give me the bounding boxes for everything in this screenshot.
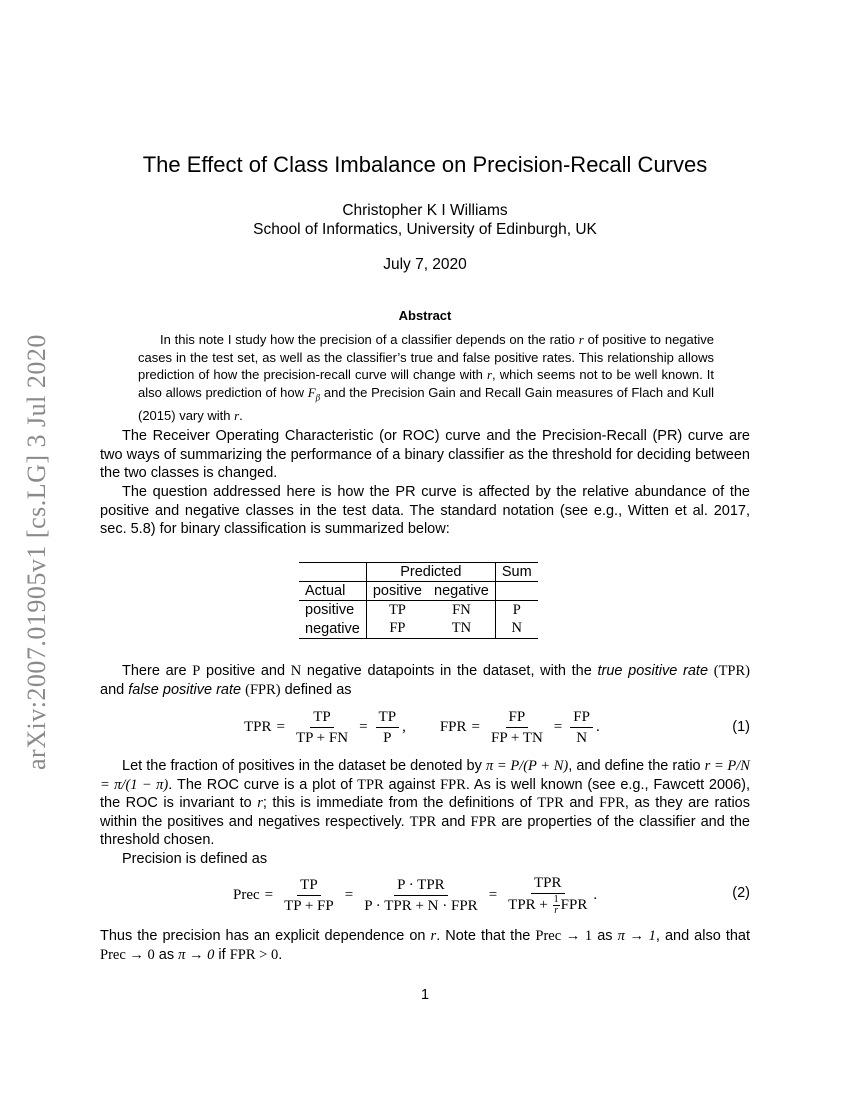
equation-1-number: (1) <box>732 719 750 735</box>
intro-paragraph-2: The question addressed here is how the PR curve is affected by the relative abundance of the positive and negative classes in the test data. The standard notation (see e.g., Witten et al. 2017, sec. 5.8) for binary classification is summarized below: <box>100 484 750 538</box>
table-row-negative: negative <box>299 620 366 639</box>
abstract-heading: Abstract <box>398 308 452 323</box>
arxiv-identifier-stamp: arXiv:2007.01905v1 [cs.LG] 3 Jul 2020 <box>22 334 51 770</box>
equation-1: TPR = $\frac{TP}{TP + FN}$ = $\frac{TP}{P}$ , FPR = $\frac{FP}{FP + TN}$ = $\frac{FP}{N}$ . (1) <box>244 709 750 746</box>
table-col-positive: positive <box>366 582 428 601</box>
table-cell-fp: FP <box>366 620 428 639</box>
table-cell-p: P <box>495 601 537 620</box>
table-col-negative: negative <box>428 582 495 601</box>
paper-date: July 7, 2020 <box>383 256 467 273</box>
table-cell-fn: FN <box>428 601 495 620</box>
table-header-predicted: Predicted <box>366 563 495 582</box>
table-row-positive: positive <box>299 601 366 620</box>
table-cell-tn: TN <box>428 620 495 639</box>
intro-paragraph-1: The Receiver Operating Characteristic (or ROC) curve and the Precision-Recall (PR) curve are two ways of summarizing the performance of a binary classifier as the threshold for deciding between the two classes is changed. <box>100 428 750 482</box>
table-header-actual: Actual <box>299 582 366 601</box>
paper-title: The Effect of Class Imbalance on Precision-Recall Curves <box>142 152 708 177</box>
table-cell-tp: TP <box>366 601 428 620</box>
page-number: 1 <box>420 987 430 1003</box>
precision-dependence-paragraph: Thus the precision has an explicit dependence on r. Note that the Prec → 1 as π → 1, and also that Prec → 0 as π → 0 if FPR > 0. <box>100 928 751 963</box>
table-header-sum: Sum <box>495 563 537 582</box>
abstract-text: In this note I study how the precision of a classifier depends on the ratio r of positive to negative cases in the test set, as well as the classifier’s true and false positive rates. This relationship allows prediction of how the precision-recall curve will change with r, which seems not to be well known. It also allows prediction of how $F_\beta$ and the Precision Gain and Recall Gain measures of Flach and Kull (2015) vary with r. <box>138 332 715 423</box>
author-affiliation: School of Informatics, University of Edinburgh, UK <box>253 221 597 238</box>
precision-intro: Precision is defined as <box>122 851 268 867</box>
notation-paragraph: There are P positive and N negative datapoints in the dataset, with the true positive rate (TPR) and false positive rate (FPR) defined as <box>100 663 750 698</box>
equation-2: Prec = $\frac{TP}{TP + FP}$ = $\frac{\text{P · TPR}}{\text{P · TPR + N · FPR}}$ = TPR TPR + $\frac{1}{r}$ FPR . (2) <box>233 875 750 916</box>
author-name: Christopher K I Williams <box>342 202 508 219</box>
author-block <box>100 201 750 239</box>
confusion-matrix-table <box>299 562 538 639</box>
roc-paragraph: Let the fraction of positives in the dataset be denoted by π = P/(P + N), and define the ratio r = P/N = π/(1 − π). The ROC curve is a plot of TPR against FPR. As is well known (see e.g., Fawcett 2006), the ROC is invariant to r; this is immediate from the definitions of TPR and FPR, as they are ratios within the positives and negatives respectively. TPR and FPR are properties of the classifier and the threshold chosen. <box>100 758 750 849</box>
equation-2-number: (2) <box>732 885 750 901</box>
table-cell-n: N <box>495 620 537 639</box>
